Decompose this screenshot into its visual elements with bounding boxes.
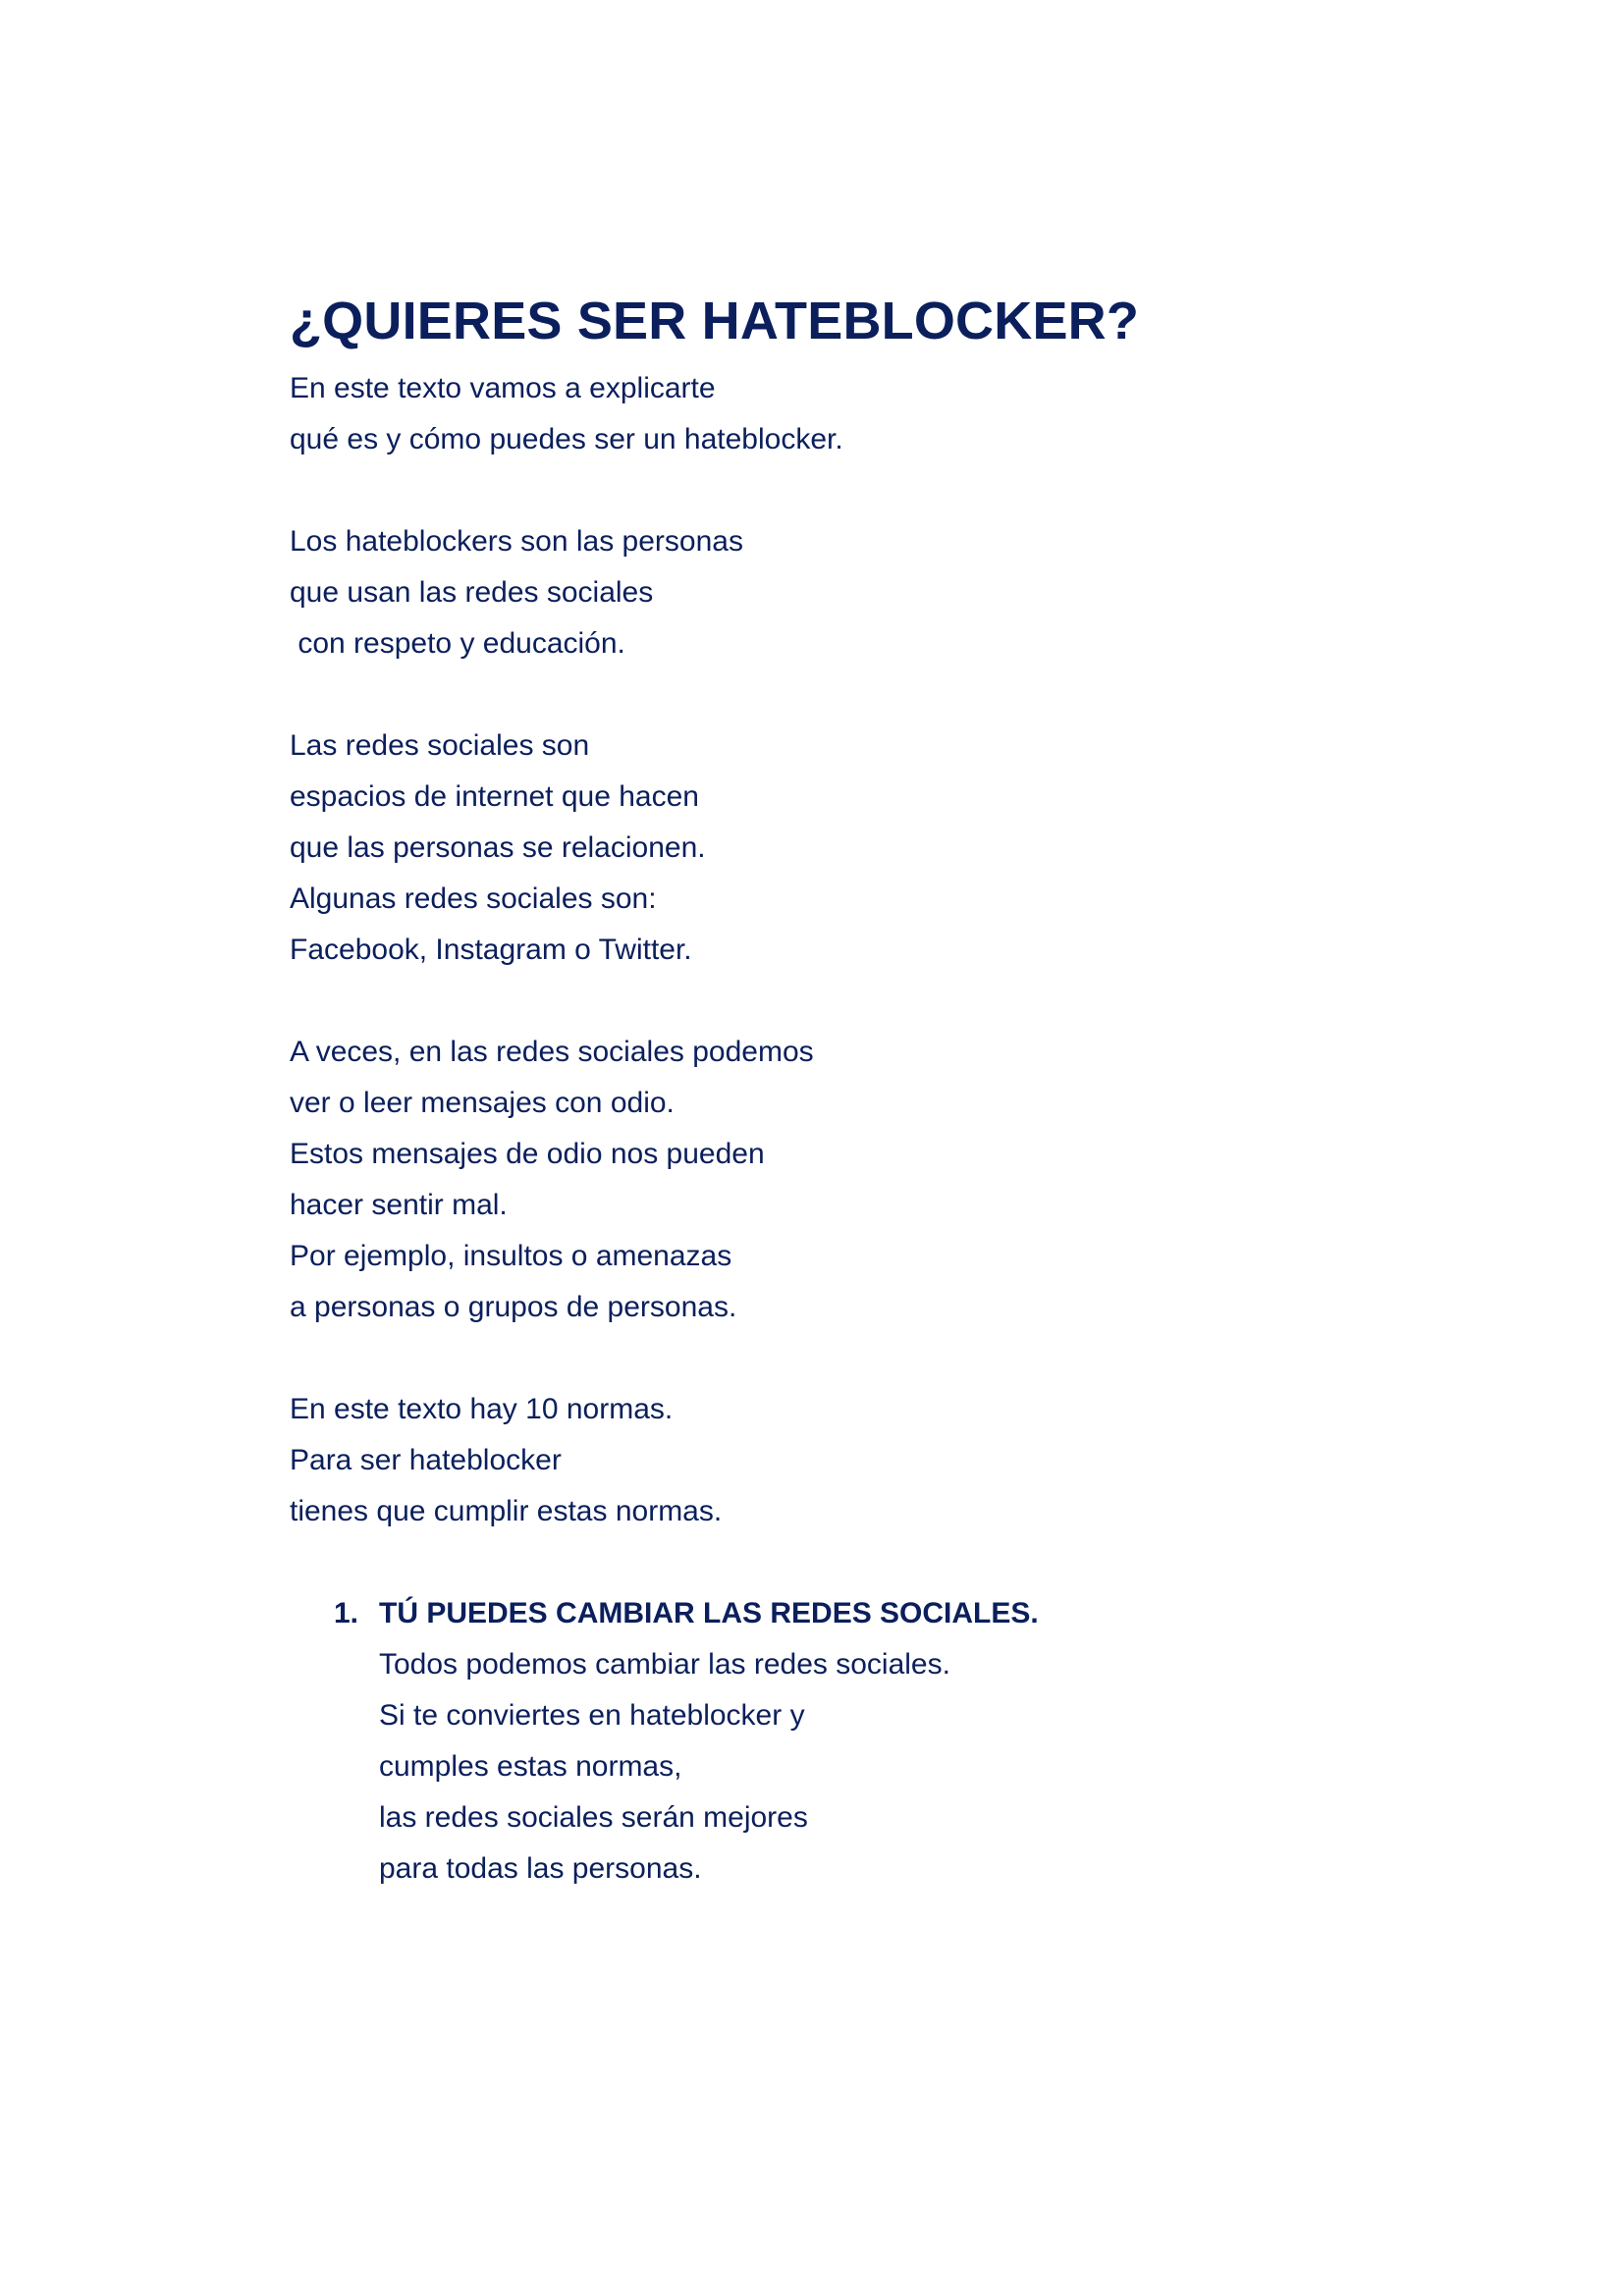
text-line: Para ser hateblocker	[290, 1444, 562, 1476]
paragraph-spacer	[290, 465, 1370, 516]
document-title: ¿QUIERES SER HATEBLOCKER?	[290, 292, 1140, 350]
text-line: tienes que cumplir estas normas.	[290, 1495, 723, 1527]
hate-messages-paragraph	[290, 1027, 1370, 1333]
text-line: para todas las personas.	[379, 1852, 702, 1885]
text-line: las redes sociales serán mejores	[379, 1801, 808, 1834]
text-line: hacer sentir mal.	[290, 1189, 508, 1221]
text-line: cumples estas normas,	[379, 1750, 682, 1783]
text-line: En este texto hay 10 normas.	[290, 1393, 674, 1425]
text-line: A veces, en las redes sociales podemos	[290, 1036, 814, 1068]
text-line: a personas o grupos de personas.	[290, 1291, 737, 1323]
text-line: que usan las redes sociales	[290, 576, 654, 609]
text-line: espacios de internet que hacen	[290, 780, 699, 813]
text-line: qué es y cómo puedes ser un hateblocker.	[290, 423, 843, 455]
text-line: Por ejemplo, insultos o amenazas	[290, 1240, 732, 1272]
text-line: Los hateblockers son las personas	[290, 525, 743, 558]
text-line: Todos podemos cambiar las redes sociales.	[379, 1648, 950, 1681]
text-line: que las personas se relacionen.	[290, 831, 706, 864]
text-line: En este texto vamos a explicarte	[290, 372, 716, 404]
text-line: Estos mensajes de odio nos pueden	[290, 1138, 765, 1170]
text-line: Si te conviertes en hateblocker y	[379, 1699, 805, 1732]
text-line: con respeto y educación.	[290, 627, 625, 660]
text-line: Algunas redes sociales son:	[290, 882, 657, 915]
intro-paragraph	[290, 363, 1370, 465]
paragraph-spacer	[290, 1333, 1370, 1384]
text-line: ver o leer mensajes con odio.	[290, 1087, 675, 1119]
document-content	[290, 291, 1370, 1895]
paragraph-spacer	[290, 669, 1370, 721]
paragraph-spacer	[290, 976, 1370, 1027]
hateblockers-definition-paragraph	[290, 516, 1370, 669]
rule-item	[290, 1588, 1370, 1895]
rules-intro-paragraph	[290, 1384, 1370, 1537]
rules-list	[290, 1588, 1370, 1895]
rule-number: 1.	[334, 1597, 359, 1629]
text-line: Facebook, Instagram o Twitter.	[290, 934, 692, 966]
rule-heading: TÚ PUEDES CAMBIAR LAS REDES SOCIALES.	[379, 1597, 1039, 1629]
text-line: Las redes sociales son	[290, 729, 590, 762]
paragraph-spacer	[290, 1537, 1370, 1588]
social-networks-paragraph	[290, 721, 1370, 976]
